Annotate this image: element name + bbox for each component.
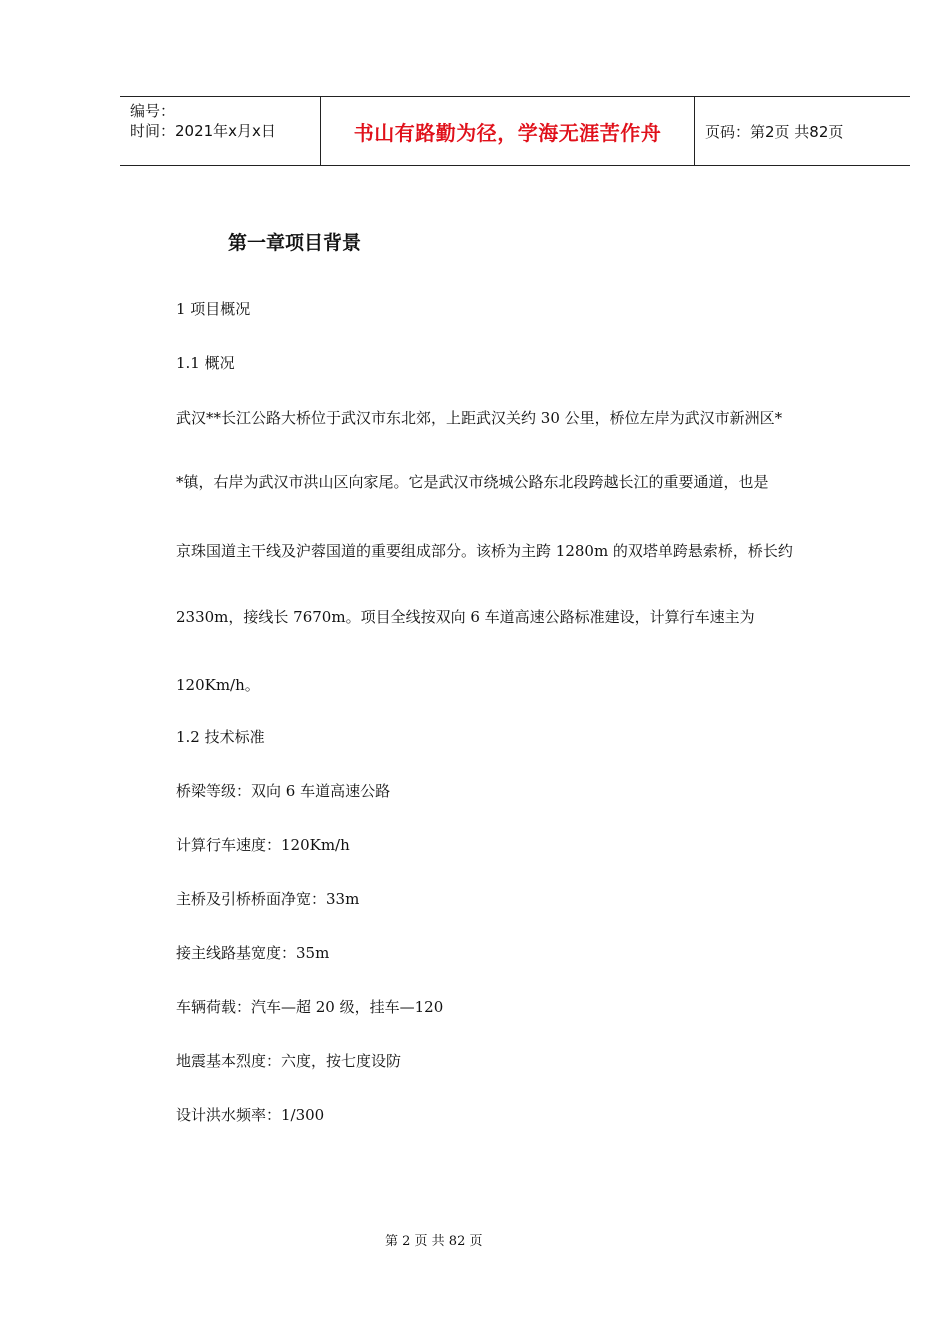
section-heading-1: 1 项目概况 [176,300,251,318]
doc-number-label: 编号： [130,102,176,120]
standard-item: 主桥及引桥桥面净宽：33m [176,890,360,908]
section-heading-1-2: 1.2 技术标准 [176,728,265,746]
section-heading-1-1: 1.1 概况 [176,354,235,372]
time-label: 时间：2021年x月x日 [130,122,276,140]
header-motto: 书山有路勤为径，学海无涯苦作舟 [321,97,695,165]
header-meta [120,97,321,165]
standard-item: 计算行车速度：120Km/h [176,836,350,854]
page-header [120,96,910,166]
standard-item: 设计洪水频率：1/300 [176,1106,325,1124]
standard-item: 接主线路基宽度：35m [176,944,330,962]
standard-item: 车辆荷载：汽车—超 20 级，挂车—120 [176,998,444,1016]
paragraph-line-3: 京珠国道主干线及沪蓉国道的重要组成部分。该桥为主跨 1280m 的双塔单跨悬索桥，桥长约 [176,542,793,560]
standard-item: 桥梁等级：双向 6 车道高速公路 [176,782,391,800]
page-footer: 第 2 页 共 82 页 [385,1234,483,1249]
standard-item: 地震基本烈度：六度，按七度设防 [176,1052,402,1070]
header-page-label: 页码：第2页 共82页 [705,122,844,141]
paragraph-line-2: *镇，右岸为武汉市洪山区向家尾。它是武汉市绕城公路东北段跨越长江的重要通道，也是 [176,473,769,491]
chapter-title: 第一章项目背景 [228,232,362,254]
paragraph-line-1: 武汉**长江公路大桥位于武汉市东北郊，上距武汉关约 30 公里，桥位左岸为武汉市新洲区* [176,409,783,427]
paragraph-line-4: 2330m，接线长 7670m。项目全线按双向 6 车道高速公路标准建设，计算行车速主为 [176,608,755,626]
paragraph-line-5: 120Km/h。 [176,676,260,694]
